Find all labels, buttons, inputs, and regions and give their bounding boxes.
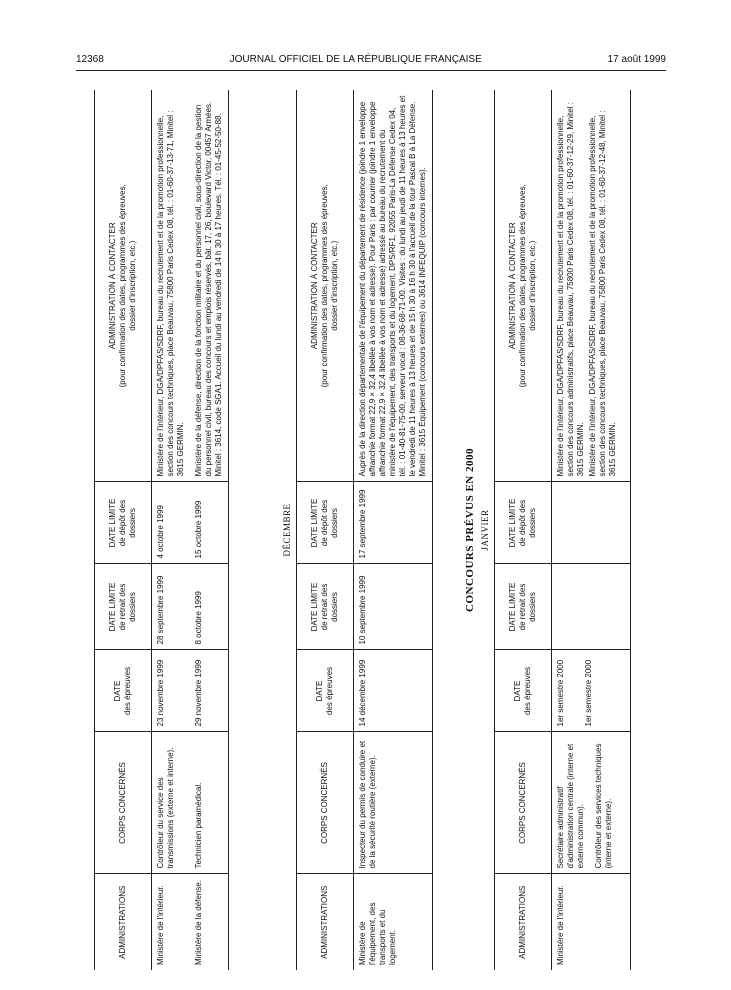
retrait-cell: 28 septembre 1999 <box>152 564 191 650</box>
header-rule <box>76 70 666 71</box>
depot-cell <box>552 482 631 564</box>
corps-line: Secrétaire administratif d'administration centrale (interne et externe commun). <box>556 743 585 869</box>
rotated-page-content <box>76 90 666 970</box>
col-retrait: DATE LIMITE de retrait des dossiers <box>297 564 354 650</box>
administration-cell: Ministère de l'intérieur. <box>156 885 165 965</box>
table-section-2 <box>296 90 433 970</box>
concours-table-3 <box>494 90 631 970</box>
corps-cell: Inspecteur du permis de conduire et de la sécurité routière (externe). <box>354 732 433 874</box>
col-corps: CORPS CONCERNÉS <box>95 732 152 874</box>
depot-cell: 15 octobre 1999 <box>190 482 229 564</box>
col-depot: DATE LIMITE de dépôt des dossiers <box>495 482 552 564</box>
col-retrait: DATE LIMITE de retrait des dossiers <box>95 564 152 650</box>
section-title-decembre: DÉCEMBRE <box>282 503 292 557</box>
concours-table-2 <box>296 90 433 970</box>
col-corps: CORPS CONCERNÉS <box>495 732 552 874</box>
retrait-cell <box>552 564 631 650</box>
concours-table-1 <box>94 90 229 970</box>
date-line: 1er semestre 2000 <box>556 659 565 727</box>
date-cell: 14 décembre 1999 <box>354 650 433 732</box>
col-administrations: ADMINISTRATIONS <box>495 874 552 970</box>
date-line: 1er semestre 2000 <box>584 659 593 727</box>
table-header-row <box>495 90 552 970</box>
table-header-row <box>297 90 354 970</box>
col-contact: ADMINISTRATION À CONTACTER (pour confirmation des dates, programmes des épreuves, dossier d'inscription, etc.) <box>495 90 552 482</box>
administration-cell: Ministère de l'équipement, des transports et du logement. <box>358 902 397 965</box>
corps-cell <box>552 732 631 874</box>
col-contact: ADMINISTRATION À CONTACTER (pour confirmation des dates, programmes des épreuves, dossier d'inscription, etc.) <box>297 90 354 482</box>
contact-cell: Ministère de la défense, direction de la fonction militaire et du personnel civil, sous-direction de la gestion du personnel civil, bureau des concours et emplois réservés, bât. 17, 26, boulevard Victor, 00457 Armées. Minitel : 3614, code SGA1. Accueil du lundi au vendredi de 14 h 30 à 17 heures. Tél. : 01-45-52-50-88. <box>190 90 229 482</box>
table-header-row <box>95 90 152 970</box>
journal-title: JOURNAL OFFICIEL DE LA RÉPUBLIQUE FRANÇAISE <box>229 53 482 65</box>
issue-date: 17 août 1999 <box>607 53 666 65</box>
contact-cell: Ministère de l'intérieur, DGA/DPFAS/SDRF, bureau du recrutement et de la promotion professionnelle, section des concours techniques, place Beauvau, 75800 Paris Cedex 08, tél. : 01-60-37-13-71, Minitel : 3615 GERMIN. <box>152 90 191 482</box>
col-depot: DATE LIMITE de dépôt des dossiers <box>95 482 152 564</box>
retrait-cell: 8 octobre 1999 <box>190 564 229 650</box>
section-title-concours-2000: CONCOURS PRÉVUS EN 2000 <box>464 448 476 612</box>
col-depot: DATE LIMITE de dépôt des dossiers <box>297 482 354 564</box>
contact-line: Ministère de l'intérieur, DGA/DPFAS/SDRF, bureau du recrutement et de la promotion professionnelle, section des concours administratifs, place Beauvau, 75800 Paris Cedex 08, tél. : 01-60-37-12-29, Minitel : 3615 GERMIN. <box>556 102 585 477</box>
date-cell <box>552 650 631 732</box>
contact-cell <box>552 90 631 482</box>
corps-cell: Technicien paramédical. <box>190 732 229 874</box>
section-subtitle-janvier: JANVIER <box>480 509 490 551</box>
table-row <box>190 90 229 970</box>
table-section-3 <box>494 90 631 970</box>
page-header <box>76 52 666 66</box>
table-section-1 <box>94 90 229 970</box>
contact-cell: Auprès de la direction départementale de l'équipement du département de résidence (joindre 1 enveloppe affranchie format 22,9 × 32,4 libellée à vos nom et adresse). Pour Paris : par courrier (joindre 1 enveloppe affranchie format 22,9 × 32,4 libellée à vos nom et adresse) adressé au bureau du recrutement du ministère de l'équipement, des transports et du logement, DPS/RF1, 92055 Paris-La Défense Cedex 04, tél. : 01-40-81-75-00, serveur vocal : 08-36-68-71-00. Visites : du lundi au jeudi de 11 heures à 13 heures et le vendredi de 11 heures à 13 heures et de 15 h 30 à 16 h 30 à l'accueil de la tour Pascal B à La Défense. Minitel : 3615 Équipement (concours externes) ou 3614 INFEQUIP (concours internes). <box>354 90 433 482</box>
date-cell: 29 novembre 1999 <box>190 650 229 732</box>
col-date-epreuves: DATE des épreuves <box>297 650 354 732</box>
col-retrait: DATE LIMITE de retrait des dossiers <box>495 564 552 650</box>
date-cell: 23 novembre 1999 <box>152 650 191 732</box>
depot-cell: 4 octobre 1999 <box>152 482 191 564</box>
table-row <box>354 90 433 970</box>
col-corps: CORPS CONCERNÉS <box>297 732 354 874</box>
corps-cell: Contrôleur du service des transmissions (externe et interne). <box>152 732 191 874</box>
col-date-epreuves: DATE des épreuves <box>495 650 552 732</box>
contact-line: Ministère de l'intérieur, DGA/DPFAS/SDRF, bureau du recrutement et de la promotion professionnelle, section des concours techniques, place Beauvau, 75800 Paris Cedex 08, tél. : 01-60-37-12-48, Minitel : 3615 GERMIN. <box>588 110 617 477</box>
col-contact: ADMINISTRATION À CONTACTER (pour confirmation des dates, programmes des épreuves, dossier d'inscription, etc.) <box>95 90 152 482</box>
table-row <box>152 90 191 970</box>
administration-cell: Ministère de la défense. <box>194 880 203 965</box>
col-administrations: ADMINISTRATIONS <box>95 874 152 970</box>
retrait-cell: 10 septembre 1999 <box>354 564 433 650</box>
depot-cell: 17 septembre 1999 <box>354 482 433 564</box>
col-date-epreuves: DATE des épreuves <box>95 650 152 732</box>
col-administrations: ADMINISTRATIONS <box>297 874 354 970</box>
corps-line: Contrôleur des services techniques (interne et externe). <box>594 743 613 869</box>
table-row <box>552 90 631 970</box>
administration-cell: Ministère de l'intérieur. <box>556 885 565 965</box>
page-number: 12368 <box>76 53 104 65</box>
